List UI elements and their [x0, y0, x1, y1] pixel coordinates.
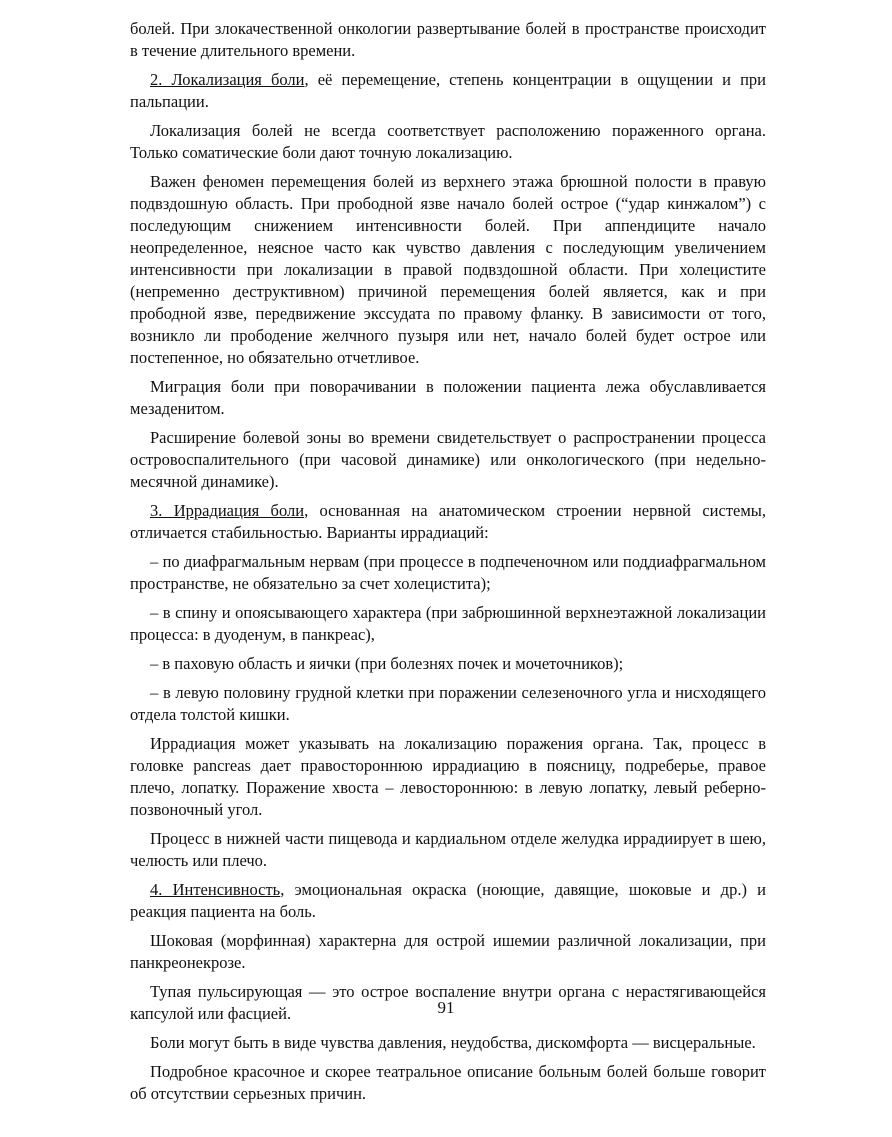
- paragraph-6: [130, 427, 766, 493]
- paragraph-9: [130, 602, 766, 646]
- paragraph-11-text: – в левую половину грудной клетки при поражении селезеночного угла и нисходящего отдела толстой кишки.: [130, 683, 766, 724]
- paragraph-12: [130, 733, 766, 821]
- paragraph-17-text: Боли могут быть в виде чувства давления, неудобства, дискомфорта — висцеральные.: [150, 1033, 756, 1052]
- section-heading-intensity: 4. Интенсивность: [150, 880, 281, 899]
- paragraph-2-text: , её перемещение, степень концентрации в ощущении и при пальпации.: [130, 70, 766, 111]
- paragraph-12-text: Иррадиация может указывать на локализацию поражения органа. Так, процесс в головке pancreas дает правостороннюю иррадиацию в поясницу, подреберье, правое плечо, лопатку. Поражение хвоста – левостороннюю: в левую лопатку, левый реберно-позвоночный угол.: [130, 734, 766, 819]
- paragraph-15-text: Шоковая (морфинная) характерна для острой ишемии различной локализации, при панкреонекрозе.: [130, 931, 766, 972]
- paragraph-4-text: Важен феномен перемещения болей из верхнего этажа брюшной полости в правую подвздошную область. При прободной язве начало болей острое (“удар кинжалом”) с последующим снижением интенсивности болей. При аппендиците начало неопределенное, неясное часто как чувство давления с последующим увеличением интенсивности при локализации в правой подвздошной области. При холецистите (непременно деструктивном) причиной перемещения болей является, как и при прободной язве, передвижение экссудата по правому фланку. В зависимости от того, возникло ли прободение желчного пузыря или нет, начало болей будет острое или постепенное, но обязательно отчетливое.: [130, 172, 766, 367]
- paragraph-18: [130, 1061, 766, 1105]
- paragraph-7: [130, 500, 766, 544]
- paragraph-4: [130, 171, 766, 369]
- paragraph-5-text: Миграция боли при поворачивании в положении пациента лежа обуславливается мезаденитом.: [130, 377, 766, 418]
- paragraph-7-text: , основанная на анатомическом строении нервной системы, отличается стабильностью. Варианты иррадиаций:: [130, 501, 767, 542]
- paragraph-5: [130, 376, 766, 420]
- paragraph-11: [130, 682, 766, 726]
- paragraph-2: [130, 69, 766, 113]
- paragraph-3-text: Локализация болей не всегда соответствует расположению пораженного органа. Только соматические боли дают точную локализацию.: [130, 121, 766, 162]
- paragraph-15: [130, 930, 766, 974]
- page-body: [130, 18, 766, 1112]
- paragraph-9-text: – в спину и опоясывающего характера (при забрюшинной верхнеэтажной локализации процесса: в дуоденум, в панкреас),: [130, 603, 766, 644]
- section-heading-irradiation: 3. Иррадиация боли: [150, 501, 305, 520]
- paragraph-17: [130, 1032, 766, 1054]
- paragraph-1-text: болей. При злокачественной онкологии развертывание болей в пространстве происходит в течение длительного времени.: [130, 19, 766, 60]
- paragraph-1: [130, 18, 766, 62]
- paragraph-16-text: Тупая пульсирующая — это острое воспаление внутри органа с нерастягивающейся капсулой или фасцией.: [130, 982, 766, 1023]
- paragraph-10: [130, 653, 766, 675]
- section-heading-localization: 2. Локализация боли: [150, 70, 305, 89]
- page-number: 91: [437, 998, 455, 1017]
- paragraph-6-text: Расширение болевой зоны во времени свидетельствует о распространении процесса островоспалительного (при часовой динамике) или онкологического (при недельно-месячной динамике).: [130, 428, 766, 491]
- paragraph-8: [130, 551, 766, 595]
- paragraph-18-text: Подробное красочное и скорее театральное описание больным болей больше говорит об отсутствии серьезных причин.: [130, 1062, 766, 1103]
- paragraph-13-text: Процесс в нижней части пищевода и кардиальном отделе желудка иррадиирует в шею, челюсть или плечо.: [130, 829, 766, 870]
- paragraph-14-text: , эмоциональная окраска (ноющие, давящие, шоковые и др.) и реакция пациента на боль.: [130, 880, 767, 921]
- paragraph-14: [130, 879, 766, 923]
- paragraph-8-text: – по диафрагмальным нервам (при процессе в подпеченочном или поддиафрагмальном пространстве, не обязательно за счет холецистита);: [130, 552, 766, 593]
- paragraph-13: [130, 828, 766, 872]
- paragraph-3: [130, 120, 766, 164]
- paragraph-10-text: – в паховую область и яички (при болезнях почек и мочеточников);: [150, 654, 624, 673]
